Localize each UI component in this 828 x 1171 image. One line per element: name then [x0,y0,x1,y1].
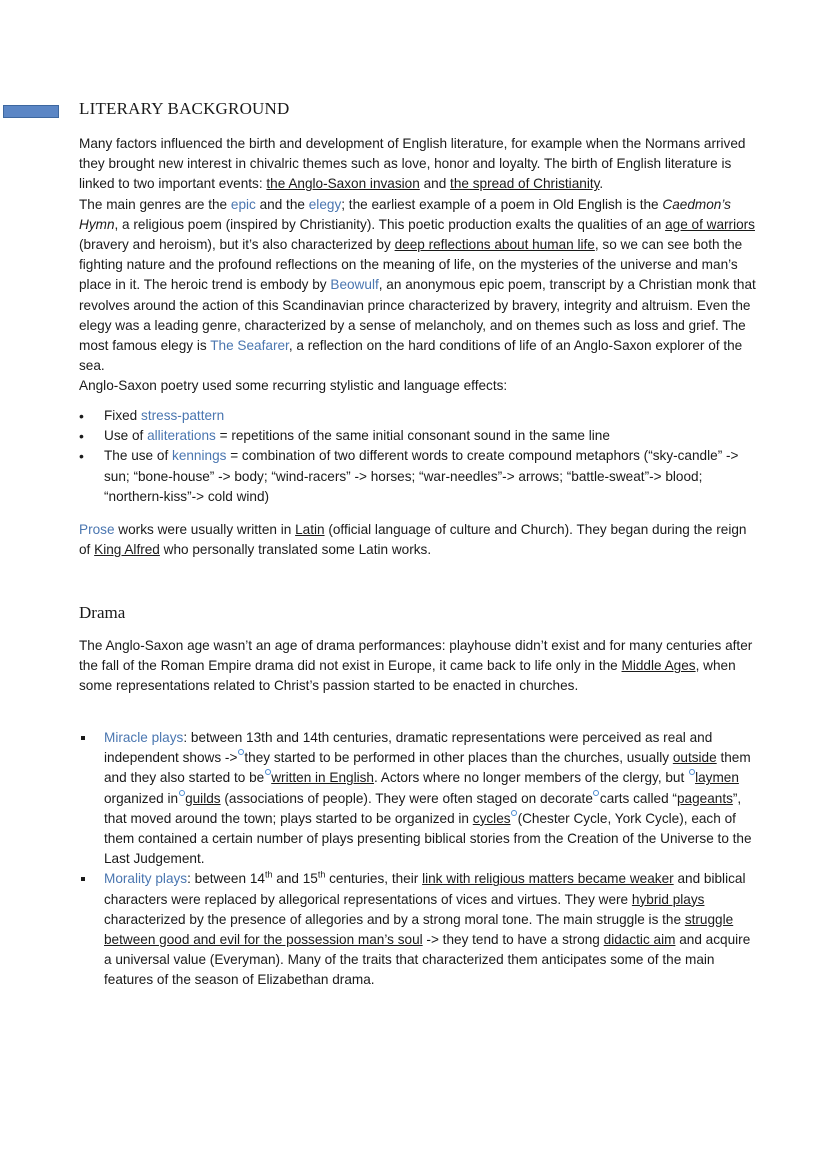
underlined-term: didactic aim [603,932,676,948]
comment-marker-icon[interactable] [511,810,517,816]
stylistic-effects-list [79,406,759,507]
underlined-term: written in English [271,770,374,786]
highlighted-term: elegy [308,196,342,212]
text-run: (Chester Cycle, York Cycle), each of them contained a certain number of plays presenting biblical stories from the Creation of the Universe to the Last Judgement. [104,810,752,867]
comment-marker-icon[interactable] [689,769,695,775]
text-run: centuries, their [325,871,423,887]
comment-marker-icon[interactable] [593,790,599,796]
text-run: and [419,176,451,192]
text-run: . Actors where no longer members of the clergy, but [373,770,689,786]
highlighted-term: The Seafarer [210,338,289,354]
underlined-term: Latin [295,522,325,537]
underlined-term: Middle Ages [621,658,696,674]
text-run: and the [255,196,309,212]
text-run: Anglo-Saxon poetry used some recurring stylistic and language effects: [79,378,508,394]
underlined-term: hybrid plays [631,891,705,907]
text-run: and 15 [272,871,318,887]
text-run: (bravery and heroism), but it’s also characterized by [79,237,395,253]
text-run: . [599,176,604,192]
underlined-term: struggle between good and evil for the possession man’s soul [104,911,734,948]
text-run: works were usually written in [114,522,296,537]
text-run: : between 14 [187,871,265,887]
text-run: -> they tend to have a strong [422,932,604,948]
underlined-term: King Alfred [94,542,160,558]
text-run: The Anglo-Saxon age wasn’t an age of drama performances: playhouse didn’t exist and for many centuries after the fall of the Roman Empire drama did not exist in Europe, it came back to life only in the [79,638,753,674]
highlighted-term: Morality plays [104,871,188,887]
text-run: , a reflection on the hard conditions of life of an Anglo-Saxon explorer of the sea. [79,338,743,374]
underlined-term: guilds [185,790,221,806]
highlighted-term: Prose [79,522,115,537]
paragraph-drama [79,636,759,697]
comment-marker-icon[interactable] [238,749,244,755]
text-run: (associations of people). They were often staged on decorate [220,790,593,806]
highlighted-term: kennings [172,448,227,464]
drama-types-list [79,728,759,991]
highlighted-term: alliterations [147,428,216,444]
text-run: Fixed [104,408,142,423]
text-run: and biblical characters were replaced by allegorical representations of vices and virtues. They were [104,871,746,907]
text-run: Many factors influenced the birth and development of English literature, for example when the Normans arrived they brought new interest in chivalric themes such as love, honor and loyalty. The birth of English literature is linked to two important events: [79,136,746,192]
text-run: organized in [104,790,179,806]
underlined-term: deep reflections about human life [394,237,595,253]
underlined-term: link with religious matters became weaker [422,871,674,887]
text-run: characterized by the presence of allegories and by a strong moral tone. The main struggle is the [104,911,685,927]
underlined-term: laymen [695,770,739,786]
list-item-morality-plays [79,869,759,990]
highlighted-term: epic [230,196,256,212]
text-run: The use of [104,448,173,464]
text-run: , so we can see both the fighting nature and the profound reflections on the meaning of life, on the mysteries of the universe and man’s place in it. The heroic trend is embody by [79,237,743,293]
text-run: they started to be performed in other places than the churches, usually [244,750,673,766]
list-item [79,406,759,426]
underlined-term: age of warriors [665,216,755,232]
comment-marker-icon[interactable] [179,790,185,796]
paragraph-intro [79,134,759,397]
highlighted-term: stress-pattern [141,408,225,423]
superscript: th [317,869,326,880]
comment-marker-icon[interactable] [265,769,271,775]
text-run: The main genres are the [79,196,231,212]
text-run: carts called “ [599,790,677,806]
text-run: Use of [104,428,148,444]
list-item [79,426,759,446]
text-run: them and they also started to be [104,750,751,786]
text-run: , an anonymous epic poem, transcript by a Christian monk that revolves around the action of this Scandinavian prince characterized by bravery, integrity and altruism. Even the elegy was a leading genre, characterized by a sense of melancholy, and on themes such as loss and grief. The most famous elegy is [79,277,756,354]
text-run: and acquire a universal value (Everyman). Many of the traits that characterized them anticipates some of the main features of the season of Elizabethan drama. [104,932,751,988]
highlighted-term: Beowulf [330,277,379,293]
underlined-term: outside [672,750,717,766]
text-run: (official language of culture and Church). They began during the reign of [79,522,747,558]
text-run: = combination of two different words to create compound metaphors (“sky-candle” -> sun; “bone-house” -> body; “wind-racers” -> horses; “war-needles”-> arrows; “battle-sweat”-> blood; “northern-kiss”-> cold wind) [104,448,739,504]
underlined-term: the Anglo-Saxon invasion [266,176,420,192]
drama-heading: Drama [79,603,126,622]
underlined-term: pageants [676,790,733,806]
highlighted-term: Miracle plays [104,730,184,745]
text-run: , when some representations related to Christ’s passion started to be enacted in churches. [79,658,736,694]
superscript: th [264,869,273,880]
underlined-term: cycles [472,810,511,826]
underlined-term: the spread of Christianity [450,176,600,192]
section-heading: LITERARY BACKGROUND [79,99,290,118]
paragraph-prose [79,520,759,560]
text-run: ”, that moved around the town; plays started to be organized in [104,790,742,826]
list-item-miracle-plays [79,728,759,869]
text-run: who personally translated some Latin works. [159,542,432,558]
italic-title: Caedmon’s Hymn [79,196,731,232]
text-run: , a religious poem (inspired by Christianity). This poetic production exalts the qualities of an [114,216,666,232]
text-run: ; the earliest example of a poem in Old English is the [341,196,663,212]
list-item [79,446,759,507]
text-run: : between 13th and 14th centuries, dramatic representations were perceived as real and independent shows -> [104,730,713,766]
heading-marker [3,105,59,118]
text-run: = repetitions of the same initial consonant sound in the same line [215,428,610,444]
